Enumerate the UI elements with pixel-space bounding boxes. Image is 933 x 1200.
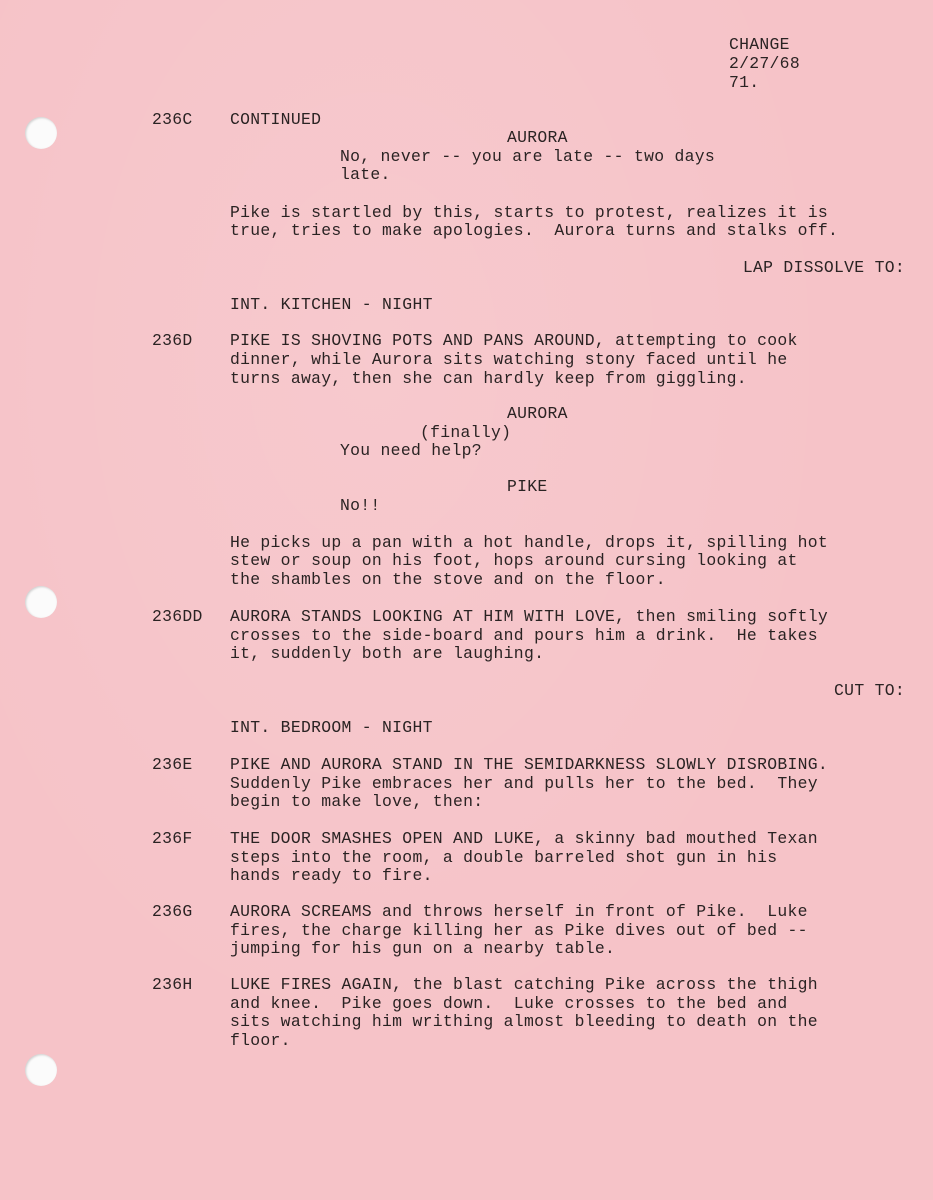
- scene-number: 236D: [152, 331, 193, 350]
- dialogue-line: No, never -- you are late -- two days: [340, 147, 716, 166]
- scene-number: 236F: [152, 829, 193, 848]
- change-date: 2/27/68: [729, 54, 800, 73]
- scene-number: 236DD: [152, 607, 203, 626]
- binder-hole-bottom: [25, 1054, 57, 1086]
- scene-heading: INT. KITCHEN - NIGHT: [230, 295, 433, 314]
- action-line: stew or soup on his foot, hops around cursing looking at: [230, 551, 798, 570]
- action-line: jumping for his gun on a nearby table.: [230, 939, 616, 958]
- scene-number: 236C: [152, 110, 193, 129]
- action-line: AURORA SCREAMS and throws herself in front of Pike. Luke: [230, 902, 808, 921]
- transition: LAP DISSOLVE TO:: [742, 258, 905, 277]
- action-line: sits watching him writhing almost bleeding to death on the: [230, 1012, 818, 1031]
- dialogue-line: You need help?: [340, 441, 482, 460]
- binder-hole-middle: [25, 586, 57, 618]
- action-line: and knee. Pike goes down. Luke crosses to the bed and: [230, 994, 788, 1013]
- action-line: fires, the charge killing her as Pike dives out of bed --: [230, 921, 808, 940]
- action-line: LUKE FIRES AGAIN, the blast catching Pike across the thigh: [230, 975, 818, 994]
- action-line: THE DOOR SMASHES OPEN AND LUKE, a skinny bad mouthed Texan: [230, 829, 818, 848]
- binder-hole-top: [25, 117, 57, 149]
- action-line: AURORA STANDS LOOKING AT HIM WITH LOVE, then smiling softly: [230, 607, 829, 626]
- action-line: Pike is startled by this, starts to protest, realizes it is: [230, 203, 829, 222]
- page-number: 71.: [729, 73, 760, 92]
- scene-number: 236H: [152, 975, 193, 994]
- action-line: PIKE AND AURORA STAND IN THE SEMIDARKNESS SLOWLY DISROBING.: [230, 755, 829, 774]
- action-line: hands ready to fire.: [230, 866, 433, 885]
- action-line: turns away, then she can hardly keep from giggling.: [230, 369, 747, 388]
- character-name: AURORA: [507, 404, 568, 423]
- action-line: steps into the room, a double barreled shot gun in his: [230, 848, 778, 867]
- action-line: floor.: [230, 1031, 291, 1050]
- action-line: the shambles on the stove and on the floor.: [230, 570, 666, 589]
- action-line: true, tries to make apologies. Aurora turns and stalks off.: [230, 221, 839, 240]
- action-line: begin to make love, then:: [230, 792, 484, 811]
- character-name: PIKE: [507, 477, 548, 496]
- action-line: crosses to the side-board and pours him a drink. He takes: [230, 626, 818, 645]
- dialogue-line: late.: [340, 165, 391, 184]
- scene-number: 236G: [152, 902, 193, 921]
- action-line: PIKE IS SHOVING POTS AND PANS AROUND, attempting to cook: [230, 331, 798, 350]
- continued-label: CONTINUED: [230, 110, 322, 129]
- action-line: it, suddenly both are laughing.: [230, 644, 545, 663]
- scene-number: 236E: [152, 755, 193, 774]
- change-label: CHANGE: [729, 35, 790, 54]
- dialogue-line: No!!: [340, 496, 381, 515]
- action-line: dinner, while Aurora sits watching stony faced until he: [230, 350, 788, 369]
- action-line: He picks up a pan with a hot handle, drops it, spilling hot: [230, 533, 829, 552]
- parenthetical: (finally): [420, 423, 512, 442]
- character-name: AURORA: [507, 128, 568, 147]
- transition: CUT TO:: [834, 681, 905, 700]
- scene-heading: INT. BEDROOM - NIGHT: [230, 718, 433, 737]
- action-line: Suddenly Pike embraces her and pulls her to the bed. They: [230, 774, 818, 793]
